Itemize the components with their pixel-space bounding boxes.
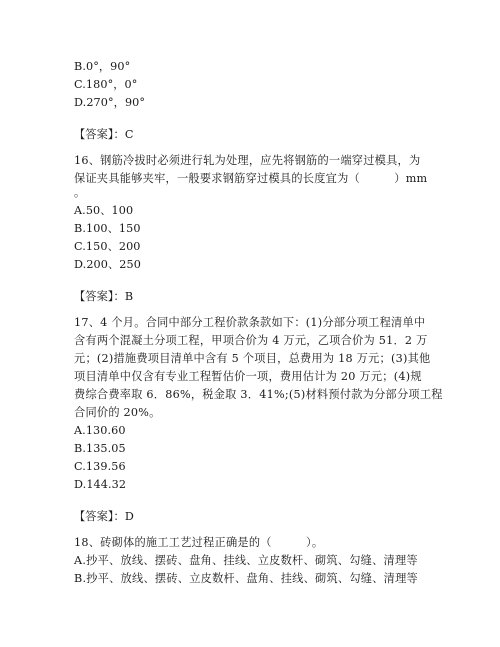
q16-option-a: A.50、100 — [74, 204, 134, 217]
q17-stem-line-1: 17、4 个月。合同中部分工程价款条款如下：(1)分部分项工程清单中 — [74, 316, 426, 329]
q16-stem-line-3: 。 — [74, 186, 86, 199]
q17-stem-line-3: 元；(2)措施费项目清单中含有 5 个项目，总费用为 18 万元；(3)其他 — [74, 352, 431, 365]
q17-option-a: A.130.60 — [74, 424, 126, 437]
q17-option-d: D.144.32 — [74, 478, 127, 491]
q15-option-b: B.0°，90° — [74, 60, 131, 73]
q18-option-b: B.抄平、放线、摆砖、立皮数杆、盘角、挂线、砌筑、勾缝、清理等 — [74, 572, 418, 585]
q17-stem-line-4: 项目清单中仅含有专业工程暂估价一项，费用估计为 20 万元；(4)规 — [74, 370, 422, 383]
q16-option-b: B.100、150 — [74, 222, 141, 235]
q17-answer: 【答案】：D — [74, 510, 134, 523]
q17-stem-line-6: 合同价的 20%。 — [74, 406, 161, 419]
q15-option-c: C.180°，0° — [74, 78, 138, 91]
q18-stem: 18、砖砌体的施工工艺过程正确是的（ ）。 — [74, 536, 324, 549]
q16-stem-line-1: 16、钢筋冷拔时必须进行轧为处理，应先将钢筋的一端穿过模具，为 — [74, 154, 421, 167]
q15-option-d: D.270°，90° — [74, 96, 146, 109]
q17-stem-line-5: 费综合费率取 6．86%，税金取 3．41%;(5)材料预付款为分部分项工程 — [74, 388, 443, 401]
q18-option-a: A.抄平、放线、摆砖、盘角、挂线、立皮数杆、砌筑、勾缝、清理等 — [74, 554, 418, 567]
q17-option-c: C.139.56 — [74, 460, 126, 473]
q16-option-c: C.150、200 — [74, 240, 141, 253]
q17-stem-line-2: 含有两个混凝土分项工程，甲项合价为 4 万元，乙项合价为 51．2 万 — [74, 334, 428, 347]
q16-stem-line-2: 保证夹具能够夹牢，一般要求钢筋穿过模具的长度宜为（ ）mm — [74, 172, 428, 185]
q17-option-b: B.135.05 — [74, 442, 126, 455]
q16-answer: 【答案】：B — [74, 290, 134, 303]
q15-answer: 【答案】：C — [74, 128, 134, 141]
q16-option-d: D.200、250 — [74, 258, 141, 271]
